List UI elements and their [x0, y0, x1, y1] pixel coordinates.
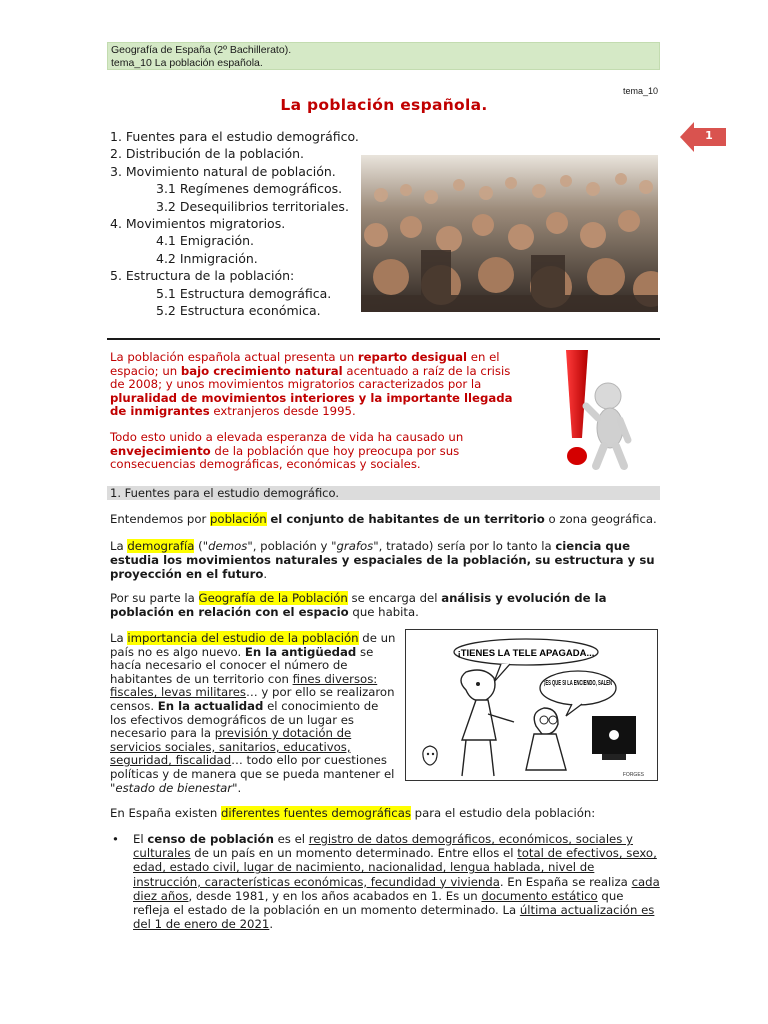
- cartoon-signature: FORGES: [622, 772, 644, 778]
- page-title: La población española.: [280, 96, 488, 114]
- crowd-photo: [361, 155, 658, 312]
- table-of-contents: [110, 128, 359, 319]
- page-number-arrow: [680, 122, 726, 152]
- definition-poblacion: Entendemos por población el conjunto de habitantes de un territorio o zona geográfica.: [110, 512, 657, 526]
- toc-subitem: 3.2 Desequilibrios territoriales.: [156, 198, 349, 214]
- censo-paragraph: El censo de población es el registro de datos demográficos, económicos, sociales y culturales de un país en un momento determinado. Entre ellos el total de efectivos, sexo, edad, estado civil, lugar de nacimiento, nacionalidad, lengua hablada, nivel de instrucción, características económicas, fecundidad y vivienda. En España se realiza cada diez años, desde 1981, y en los años acabados en 1. Es un documento estático que refleja el estado de la población en un momento determinado. La última actualización es del 1 de enero de 2021.: [133, 832, 660, 932]
- toc-item: 5. Estructura de la población:: [110, 268, 295, 284]
- header-topic: tema_10 La población española.: [111, 57, 263, 69]
- importancia-paragraph: La importancia del estudio de la población de un país no es algo nuevo. En la antigüedad se hacía necesario el conocer el número de habitantes de un territorio con fines diversos: fiscales, levas militares… y por ello se realizaron censos. En la actualidad el conocimiento de los efectivos demográficos de un lugar es necesario para la previsión y dotación de servicios sociales, sanitarios, educativos, seguridad, fiscalidad… todo ello por cuestiones políticas y de manera que se pueda mantener el "estado de bienestar".: [110, 631, 396, 795]
- toc-subitem: 5.1 Estructura demográfica.: [156, 285, 332, 301]
- cartoon-bubble-1: ¡TIENES LA TELE APAGADA...: [457, 648, 595, 659]
- section-divider: [107, 338, 660, 340]
- tema-reference: tema_10: [622, 86, 658, 96]
- page-number: 1: [705, 129, 713, 142]
- exclamation-figure: [540, 348, 640, 473]
- toc-subitem: 4.2 Inmigración.: [156, 250, 258, 266]
- cartoon-bubble-2: ¡ES QUE SI LA ENCIENDO, SALEN: [544, 680, 612, 687]
- bullet-icon: •: [112, 832, 119, 846]
- header-course: Geografía de España (2º Bachillerato).: [111, 44, 292, 56]
- toc-subitem: 3.1 Regímenes demográficos.: [156, 181, 343, 197]
- toc-item: 1. Fuentes para el estudio demográfico.: [110, 129, 359, 144]
- definition-geografia: Por su parte la Geografía de la Población se encarga del análisis y evolución de la población en relación con el espacio que habita.: [110, 591, 607, 619]
- cartoon-illustration: [405, 629, 658, 781]
- intro-paragraph-2: Todo esto unido a elevada esperanza de vida ha causado un envejecimiento de la población que hoy preocupa por sus consecuencias demográficas, económicas y sociales.: [110, 429, 464, 472]
- toc-item: 2. Distribución de la población.: [110, 146, 305, 162]
- list-item: [112, 832, 660, 931]
- document-header: [107, 42, 660, 70]
- toc-subitem: 4.1 Emigración.: [156, 233, 255, 249]
- fuentes-paragraph: En España existen diferentes fuentes demográficas para el estudio dela población:: [110, 806, 596, 820]
- intro-paragraph-1: La población española actual presenta un reparto desigual en el espacio; un bajo crecimiento natural acentuado a raíz de la crisis de 2008; y unos movimientos migratorios caracterizados por la pluralidad de movimientos interiores y la importante llegada de inmigrantes extranjeros desde 1995.: [110, 350, 513, 419]
- definition-demografia: La demografía ("demos", población y "grafos", tratado) sería por lo tanto la ciencia que estudia los movimientos naturales y espaciales de la población, su estructura y su proyección en el futuro.: [110, 539, 655, 581]
- intro-text: [110, 351, 515, 484]
- toc-item: 4. Movimientos migratorios.: [110, 216, 286, 232]
- toc-subitem: 5.2 Estructura económica.: [156, 303, 321, 319]
- toc-item: 3. Movimiento natural de población.: [110, 163, 336, 179]
- section-heading: 1. Fuentes para el estudio demográfico.: [107, 486, 660, 500]
